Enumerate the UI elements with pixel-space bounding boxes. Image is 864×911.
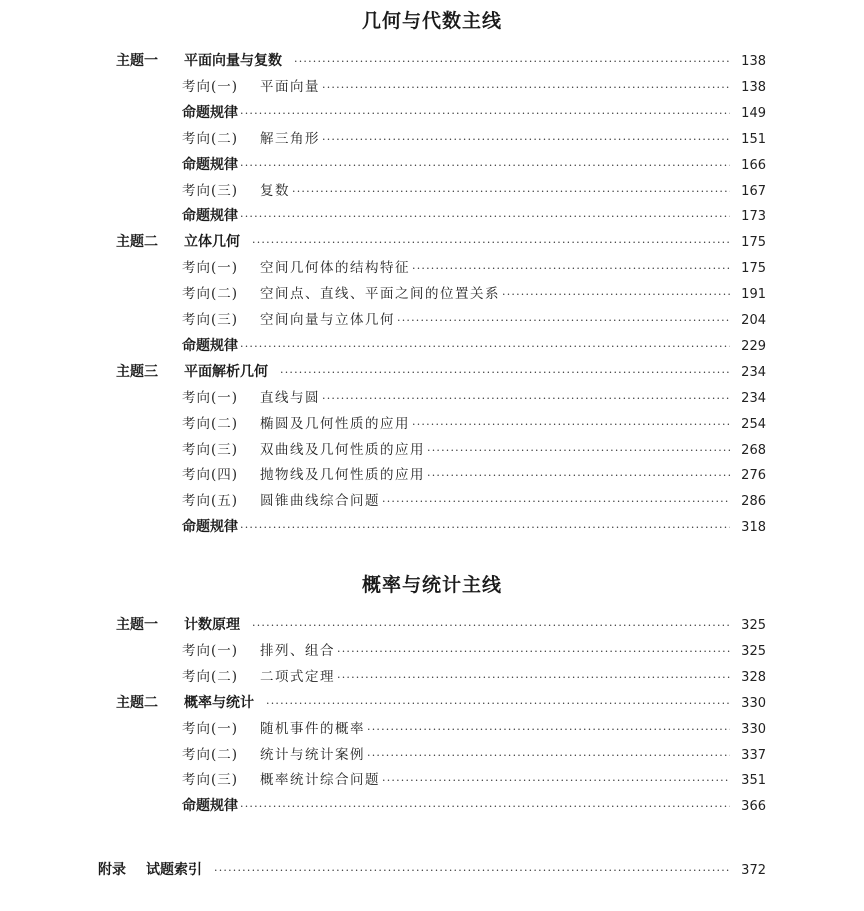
section-title: 概率与统计主线 — [361, 574, 502, 596]
topic-number: 主题一 — [116, 617, 158, 633]
page-number: 330 — [741, 721, 766, 737]
subtopic-number: 考向(二) — [182, 668, 239, 685]
dot-leader — [367, 747, 730, 765]
toc-entry-sub[interactable] — [182, 466, 766, 485]
dot-leader — [322, 79, 730, 97]
toc-entry-sub[interactable] — [182, 720, 766, 739]
topic-title: 平面解析几何 — [184, 363, 268, 380]
toc-entry-sub[interactable] — [182, 642, 766, 661]
subtopic-number: 考向(二) — [182, 746, 239, 763]
toc-entry-topic[interactable] — [116, 363, 766, 382]
page-number: 318 — [741, 520, 766, 536]
subtopic-number: 考向(二) — [182, 286, 239, 303]
dot-leader — [214, 862, 730, 880]
page-number: 351 — [741, 773, 766, 789]
dot-leader — [397, 312, 730, 330]
page-number: 229 — [741, 338, 766, 354]
toc-entry-sub[interactable] — [182, 746, 766, 765]
dot-leader — [280, 364, 730, 382]
page-number: 175 — [741, 261, 766, 277]
subtopic-title: 概率统计综合问题 — [260, 772, 380, 789]
dot-leader — [322, 390, 730, 408]
subtopic-number: 考向(一) — [182, 78, 239, 95]
rule-title: 命题规律 — [182, 519, 238, 536]
page-number: 149 — [741, 105, 766, 121]
page-number: 366 — [741, 799, 766, 815]
page-number: 151 — [741, 131, 766, 147]
page-number: 234 — [741, 364, 766, 380]
toc-entry-sub[interactable] — [182, 492, 766, 511]
page-number: 372 — [741, 863, 766, 878]
toc-entry-topic[interactable] — [116, 694, 766, 713]
subtopic-title: 空间几何体的结构特征 — [260, 260, 410, 277]
subtopic-title: 统计与统计案例 — [260, 746, 365, 763]
subtopic-title: 抛物线及几何性质的应用 — [260, 467, 425, 484]
toc-entry-sub[interactable] — [182, 259, 766, 278]
toc-entry-appendix[interactable] — [98, 861, 766, 880]
toc-entry-rule[interactable] — [182, 104, 766, 123]
topic-title: 立体几何 — [184, 234, 240, 251]
dot-leader — [240, 105, 730, 123]
page-number: 325 — [741, 618, 766, 633]
toc-entry-rule[interactable] — [182, 156, 766, 175]
subtopic-number: 考向(一) — [182, 260, 239, 277]
subtopic-title: 排列、组合 — [260, 642, 335, 659]
page-number: 138 — [741, 54, 766, 69]
dot-leader — [427, 467, 730, 485]
toc-entry-topic[interactable] — [116, 233, 766, 252]
topic-number: 主题二 — [116, 694, 158, 711]
toc-entry-sub[interactable] — [182, 130, 766, 149]
page-number: 325 — [741, 643, 766, 659]
dot-leader — [337, 643, 730, 661]
subtopic-number: 考向(一) — [182, 642, 239, 659]
toc-entry-sub[interactable] — [182, 668, 766, 687]
page-number: 234 — [741, 390, 766, 406]
appendix-title: 试题索引 — [146, 862, 202, 878]
topic-number: 主题一 — [116, 53, 158, 69]
page-number: 173 — [741, 209, 766, 225]
dot-leader — [412, 416, 730, 434]
topic-number: 主题二 — [116, 234, 158, 251]
subtopic-number: 考向(一) — [182, 720, 239, 737]
rule-title: 命题规律 — [182, 104, 238, 121]
toc-entry-sub[interactable] — [182, 182, 766, 201]
toc-entry-rule[interactable] — [182, 518, 766, 537]
dot-leader — [412, 260, 730, 278]
dot-leader — [240, 208, 730, 226]
subtopic-title: 平面向量 — [260, 78, 320, 95]
subtopic-number: 考向(三) — [182, 182, 239, 199]
dot-leader — [294, 53, 730, 71]
page-number: 166 — [741, 157, 766, 173]
toc-entry-rule[interactable] — [182, 337, 766, 356]
dot-leader — [382, 772, 730, 790]
subtopic-number: 考向(二) — [182, 415, 239, 432]
subtopic-title: 随机事件的概率 — [260, 720, 365, 737]
toc-entry-sub[interactable] — [182, 285, 766, 304]
subtopic-title: 空间点、直线、平面之间的位置关系 — [260, 286, 500, 303]
page-number: 328 — [741, 669, 766, 685]
page-number: 175 — [741, 235, 766, 251]
dot-leader — [337, 669, 730, 687]
subtopic-number: 考向(二) — [182, 130, 239, 147]
subtopic-title: 直线与圆 — [260, 389, 320, 406]
dot-leader — [502, 286, 730, 304]
subtopic-title: 空间向量与立体几何 — [260, 312, 395, 328]
toc-entry-sub[interactable] — [182, 771, 766, 790]
page-number: 286 — [741, 494, 766, 510]
toc-entry-rule[interactable] — [182, 797, 766, 816]
page-number: 268 — [741, 442, 766, 458]
topic-title: 概率与统计 — [184, 694, 254, 711]
toc-entry-topic[interactable] — [116, 52, 766, 71]
dot-leader — [382, 493, 730, 511]
dot-leader — [322, 131, 730, 149]
toc-entry-rule[interactable] — [182, 207, 766, 226]
subtopic-title: 解三角形 — [260, 130, 320, 147]
dot-leader — [266, 695, 730, 713]
toc-entry-sub[interactable] — [182, 389, 766, 408]
dot-leader — [367, 721, 730, 739]
dot-leader — [240, 338, 730, 356]
toc-entry-sub[interactable] — [182, 441, 766, 460]
page-number: 167 — [741, 183, 766, 199]
dot-leader — [240, 798, 730, 816]
subtopic-number: 考向(三) — [182, 772, 239, 789]
subtopic-number: 考向(一) — [182, 389, 239, 406]
topic-title: 计数原理 — [184, 617, 240, 633]
subtopic-title: 椭圆及几何性质的应用 — [260, 415, 410, 432]
toc-entry-sub[interactable] — [182, 415, 766, 434]
rule-title: 命题规律 — [182, 156, 238, 173]
rule-title: 命题规律 — [182, 208, 238, 225]
subtopic-number: 考向(五) — [182, 493, 239, 510]
dot-leader — [240, 157, 730, 175]
page-number: 254 — [741, 416, 766, 432]
rule-title: 命题规律 — [182, 337, 238, 354]
toc-entry-topic[interactable] — [116, 616, 766, 635]
subtopic-number: 考向(三) — [182, 312, 239, 328]
page-number: 276 — [741, 468, 766, 484]
dot-leader — [252, 617, 730, 635]
subtopic-title: 圆锥曲线综合问题 — [260, 493, 380, 510]
subtopic-number: 考向(四) — [182, 467, 239, 484]
subtopic-title: 复数 — [260, 182, 290, 199]
dot-leader — [427, 442, 730, 460]
page-number: 138 — [741, 79, 766, 95]
section-title: 几何与代数主线 — [361, 10, 502, 32]
dot-leader — [240, 519, 730, 537]
rule-title: 命题规律 — [182, 798, 238, 815]
topic-title: 平面向量与复数 — [184, 53, 282, 69]
subtopic-title: 双曲线及几何性质的应用 — [260, 441, 425, 458]
topic-number: 主题三 — [116, 363, 158, 380]
dot-leader — [292, 183, 730, 201]
toc-entry-sub[interactable] — [182, 311, 766, 330]
page-number: 330 — [741, 695, 766, 711]
appendix-label: 附录 — [98, 862, 126, 878]
page-number: 204 — [741, 313, 766, 328]
dot-leader — [252, 234, 730, 252]
page-number: 191 — [741, 287, 766, 303]
page-number: 337 — [741, 747, 766, 763]
toc-entry-sub[interactable] — [182, 78, 766, 97]
subtopic-number: 考向(三) — [182, 441, 239, 458]
subtopic-title: 二项式定理 — [260, 668, 335, 685]
